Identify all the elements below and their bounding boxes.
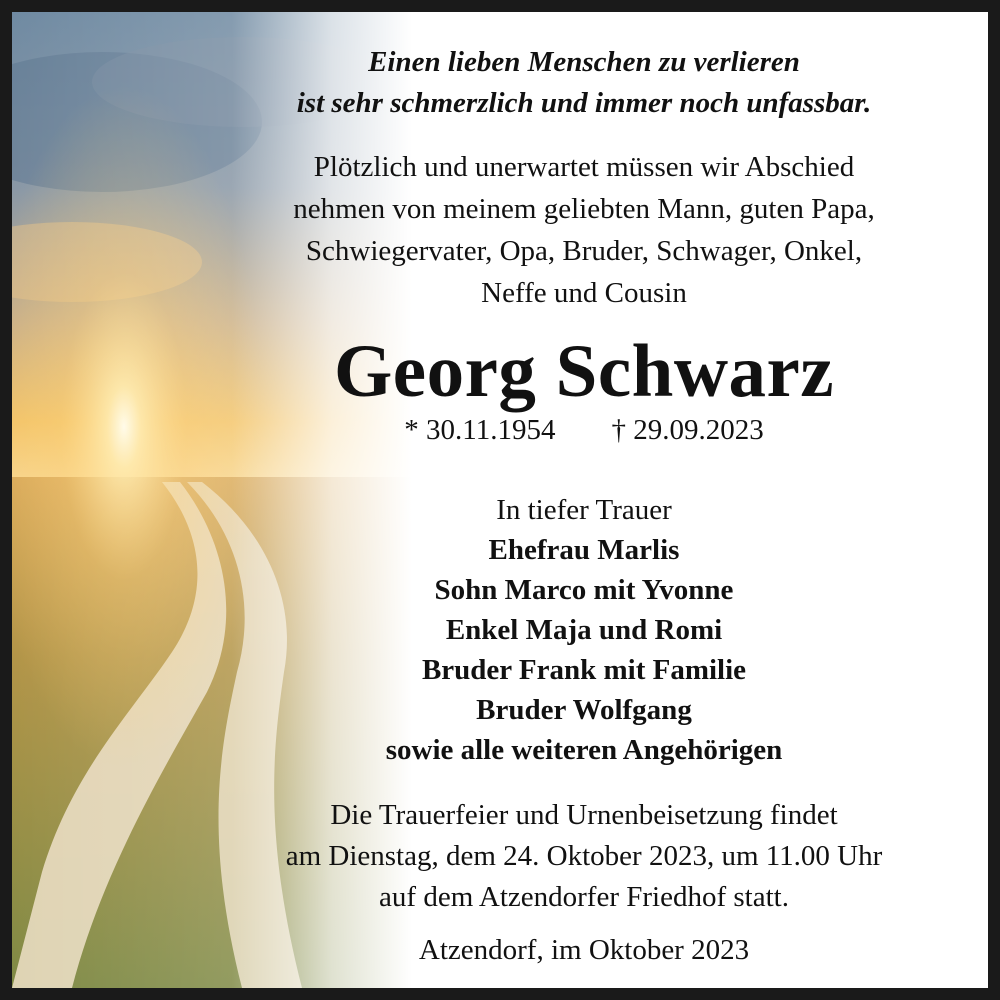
mourner-name: Bruder Frank mit Familie: [421, 654, 747, 686]
place-and-date: Atzendorf, im Oktober 2023: [418, 934, 750, 966]
service-details: [212, 795, 956, 918]
motto-line: ist sehr schmerzlich und immer noch unfassbar.: [296, 87, 872, 119]
service-line: am Dienstag, dem 24. Oktober 2023, um 11.00 Uhr: [285, 840, 883, 872]
life-dates: [212, 410, 956, 450]
service-line: auf dem Atzendorfer Friedhof statt.: [379, 881, 789, 913]
birth-date: * 30.11.1954: [404, 414, 556, 446]
announcement-text: [212, 146, 956, 314]
mourner-name: Enkel Maja und Romi: [445, 614, 723, 646]
death-date: † 29.09.2023: [611, 414, 764, 446]
announcement-line: Plötzlich und unerwartet müssen wir Abschied: [313, 151, 855, 183]
mourners-heading: In tiefer Trauer: [496, 494, 672, 526]
motto: [212, 42, 956, 124]
mourner-name: Ehefrau Marlis: [488, 534, 680, 566]
announcement-line: Schwiegervater, Opa, Bruder, Schwager, Onkel,: [305, 235, 863, 267]
motto-line: Einen lieben Menschen zu verlieren: [368, 46, 800, 78]
mourner-name: sowie alle weiteren Angehörigen: [385, 734, 783, 766]
deceased-name: Georg Schwarz: [333, 330, 835, 413]
announcement-line: nehmen von meinem geliebten Mann, guten Papa,: [293, 193, 875, 225]
mourners-list: [212, 490, 956, 770]
announcement-line: Neffe und Cousin: [481, 277, 687, 309]
mourner-name: Bruder Wolfgang: [476, 694, 692, 726]
service-line: Die Trauerfeier und Urnenbeisetzung findet: [330, 799, 838, 831]
obituary-card: [12, 12, 988, 988]
mourner-name: Sohn Marco mit Yvonne: [434, 574, 734, 606]
